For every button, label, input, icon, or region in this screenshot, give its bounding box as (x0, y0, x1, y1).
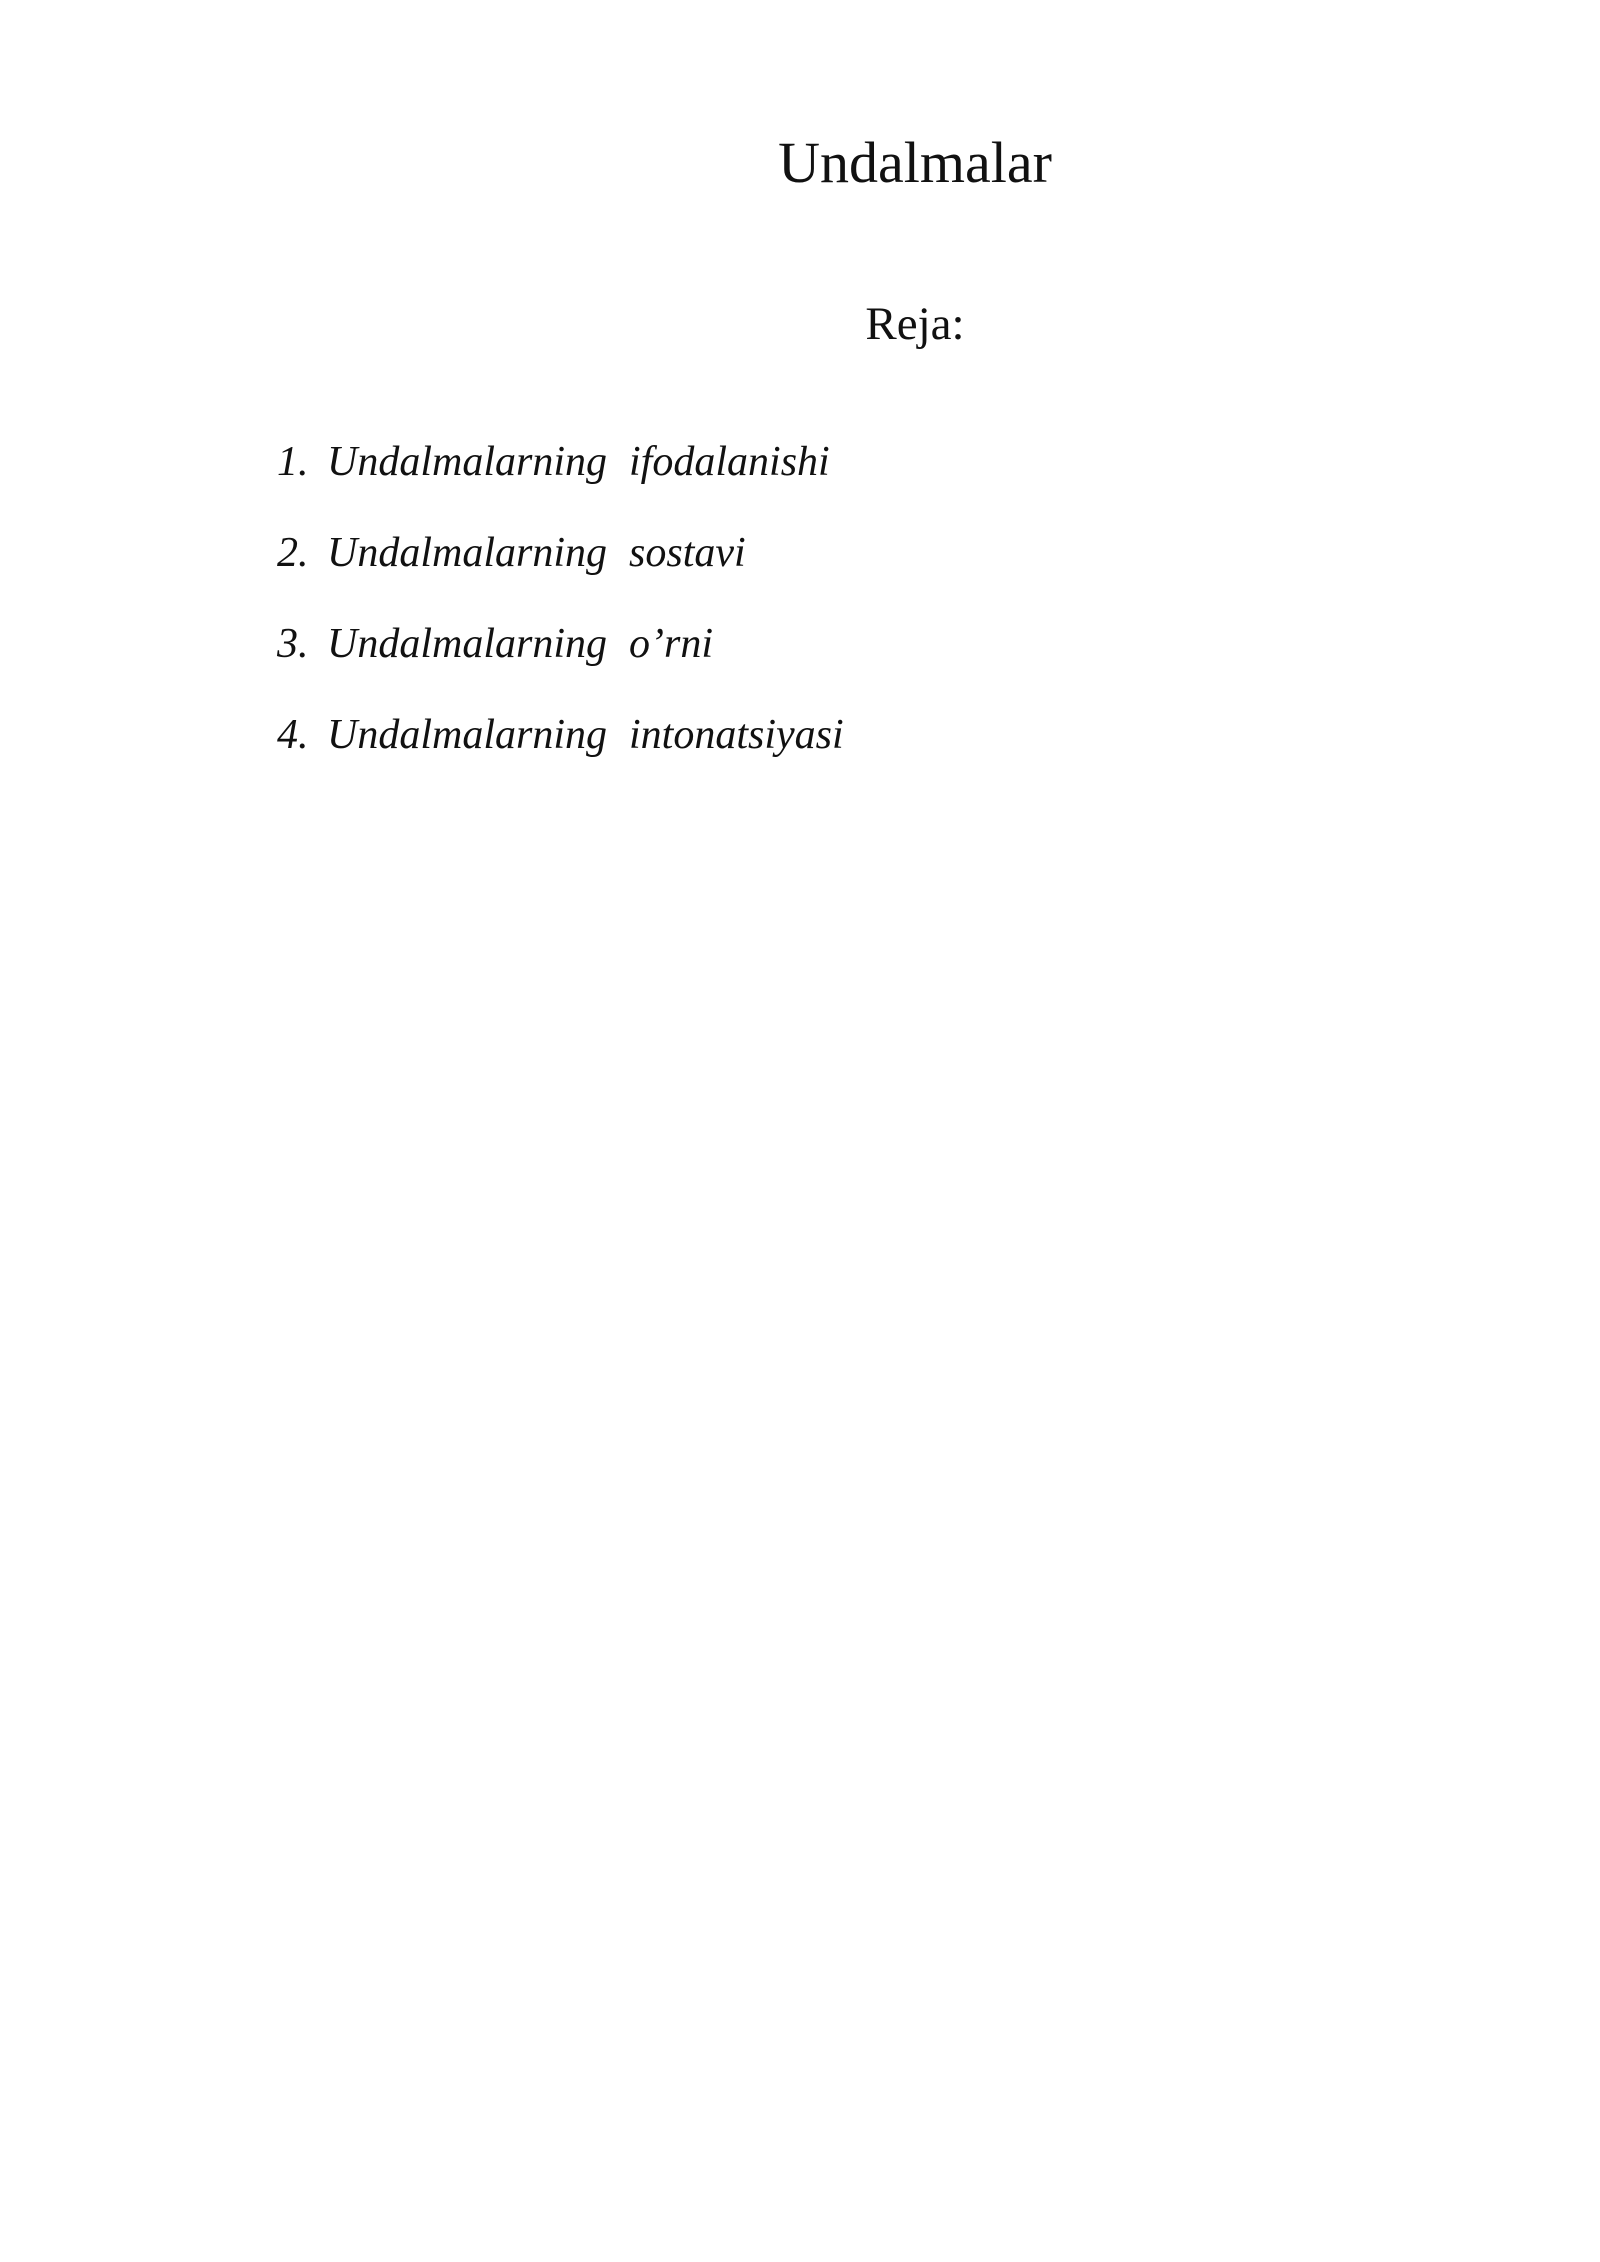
plan-item-topic: o’rni (629, 621, 714, 667)
plan-item-subject: Undalmalarning (327, 439, 608, 485)
plan-item-subject: Undalmalarning (327, 621, 608, 667)
plan-item (277, 436, 844, 527)
plan-item-topic: sostavi (629, 530, 746, 576)
plan-item-topic: ifodalanishi (629, 439, 830, 485)
word-spacer (607, 709, 629, 800)
word-spacer (607, 436, 629, 527)
word-spacer (607, 527, 629, 618)
plan-item-number: 2. (277, 530, 309, 576)
document-title: Undalmalar (778, 130, 1052, 195)
plan-item-subject: Undalmalarning (327, 712, 608, 758)
plan-item-number: 4. (277, 712, 309, 758)
plan-item (277, 709, 844, 800)
plan-item-subject: Undalmalarning (327, 530, 608, 576)
word-spacer (607, 618, 629, 709)
plan-item (277, 527, 844, 618)
plan-list (277, 436, 844, 800)
plan-item-topic: intonatsiyasi (629, 712, 844, 758)
plan-item (277, 618, 844, 709)
plan-heading: Reja: (865, 298, 965, 350)
plan-item-number: 3. (277, 621, 309, 667)
plan-item-number: 1. (277, 439, 309, 485)
